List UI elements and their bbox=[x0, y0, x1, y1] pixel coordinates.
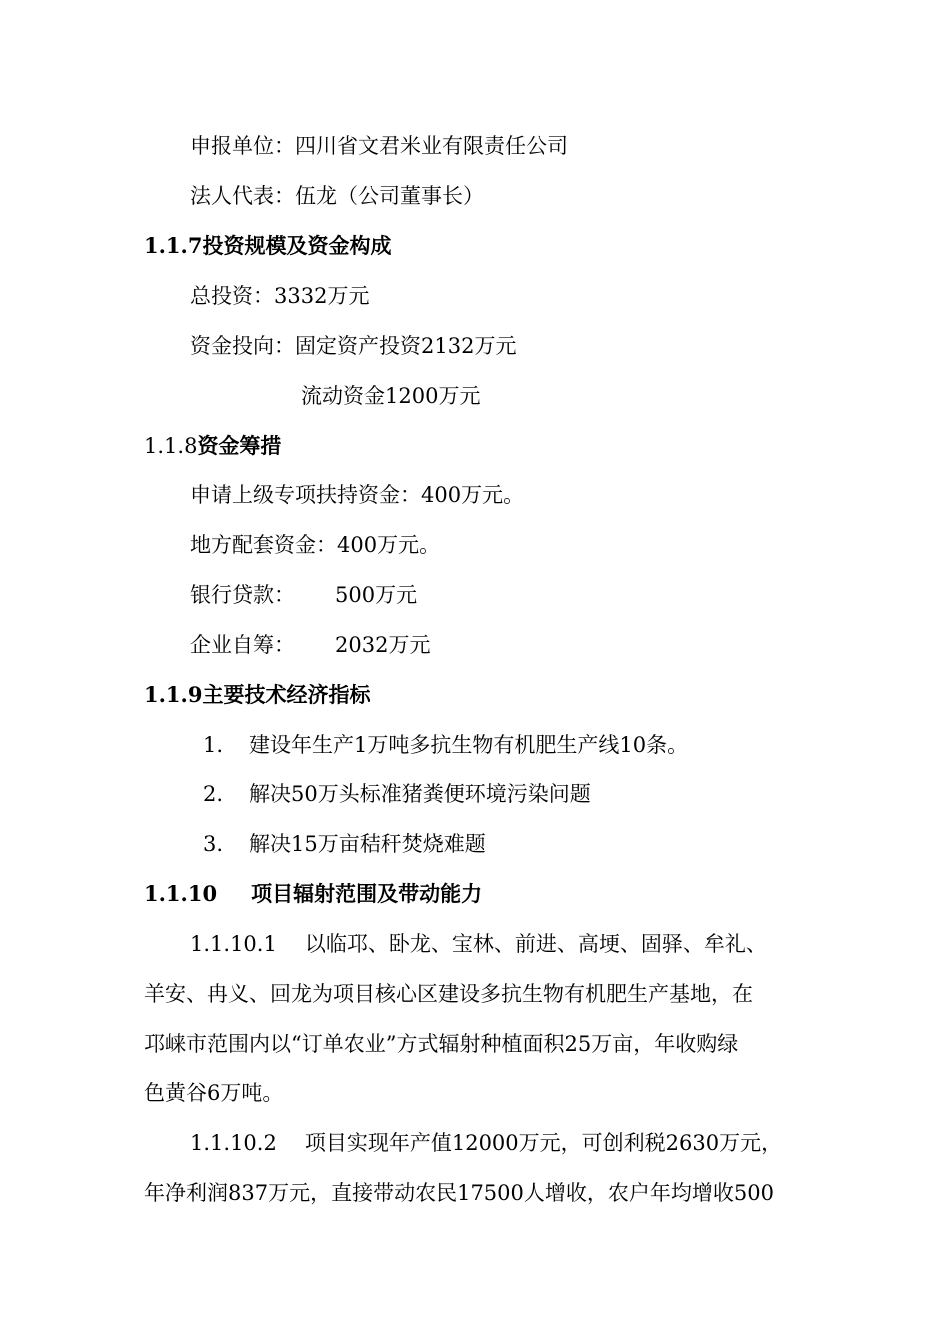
section-1-1-7-heading bbox=[144, 232, 391, 260]
section-1-1-8-heading bbox=[144, 432, 281, 460]
indicator-text: 解决50万头标准猪粪便环境污染问题 bbox=[249, 782, 591, 806]
fund-direction-line: 资金投向：固定资产投资2132万元 bbox=[190, 334, 517, 358]
paragraph-1-line: 邛崃市范围内以“订单农业”方式辐射种植面积25万亩，年收购绿 bbox=[144, 1032, 739, 1056]
section-1-1-10-heading bbox=[144, 880, 482, 908]
indicator-text: 解决15万亩秸秆焚烧难题 bbox=[249, 832, 486, 856]
paragraph-1-line: 羊安、冉义、回龙为项目核心区建设多抗生物有机肥生产基地，在 bbox=[144, 982, 753, 1006]
self-raised-line bbox=[190, 631, 430, 659]
section-title: 资金筹措 bbox=[197, 433, 282, 458]
paragraph-2-line bbox=[190, 1129, 782, 1157]
indicator-item bbox=[203, 830, 486, 858]
section-title: 投资规模及资金构成 bbox=[202, 233, 392, 258]
indicator-number: 1. bbox=[203, 733, 224, 757]
section-number: 1.1.7 bbox=[144, 233, 203, 258]
section-title: 主要技术经济指标 bbox=[202, 682, 371, 707]
local-funds-line: 地方配套资金：400万元。 bbox=[190, 533, 441, 557]
working-capital-line: 流动资金1200万元 bbox=[301, 384, 481, 408]
total-investment-line: 总投资：3332万元 bbox=[190, 284, 370, 308]
bank-loan-line bbox=[190, 581, 417, 609]
paragraph-text: 以临邛、卧龙、宝林、前进、高埂、固驿、牟礼、 bbox=[304, 932, 767, 956]
paragraph-number: 1.1.10.2 bbox=[190, 1131, 277, 1155]
self-raised-label: 企业自筹： bbox=[190, 633, 295, 657]
bank-loan-value: 500万元 bbox=[335, 583, 418, 607]
section-1-1-9-heading bbox=[144, 681, 370, 709]
section-number: 1.1.9 bbox=[144, 682, 203, 707]
legal-rep-line: 法人代表：伍龙（公司董事长） bbox=[190, 184, 484, 208]
indicator-text: 建设年生产1万吨多抗生物有机肥生产线10条。 bbox=[249, 733, 689, 757]
self-raised-value: 2032万元 bbox=[335, 633, 431, 657]
applicant-line: 申报单位：四川省文君米业有限责任公司 bbox=[190, 134, 568, 158]
paragraph-1-line: 色黄谷6万吨。 bbox=[144, 1081, 284, 1105]
indicator-item bbox=[203, 731, 688, 759]
superior-funds-line: 申请上级专项扶持资金：400万元。 bbox=[190, 483, 525, 507]
indicator-number: 3. bbox=[203, 832, 224, 856]
section-number: 1.1.8 bbox=[144, 434, 198, 458]
bank-loan-label: 银行贷款： bbox=[190, 583, 295, 607]
paragraph-text: 项目实现年产值12000万元，可创利税2630万元， bbox=[304, 1131, 783, 1155]
indicator-number: 2. bbox=[203, 782, 224, 806]
indicator-item bbox=[203, 780, 591, 808]
paragraph-1-line bbox=[190, 930, 767, 958]
section-number: 1.1.10 bbox=[144, 881, 218, 906]
paragraph-number: 1.1.10.1 bbox=[190, 932, 277, 956]
section-title: 项目辐射范围及带动能力 bbox=[251, 881, 483, 906]
paragraph-2-line: 年净利润837万元，直接带动农民17500人增收，农户年均增收500 bbox=[144, 1181, 774, 1205]
